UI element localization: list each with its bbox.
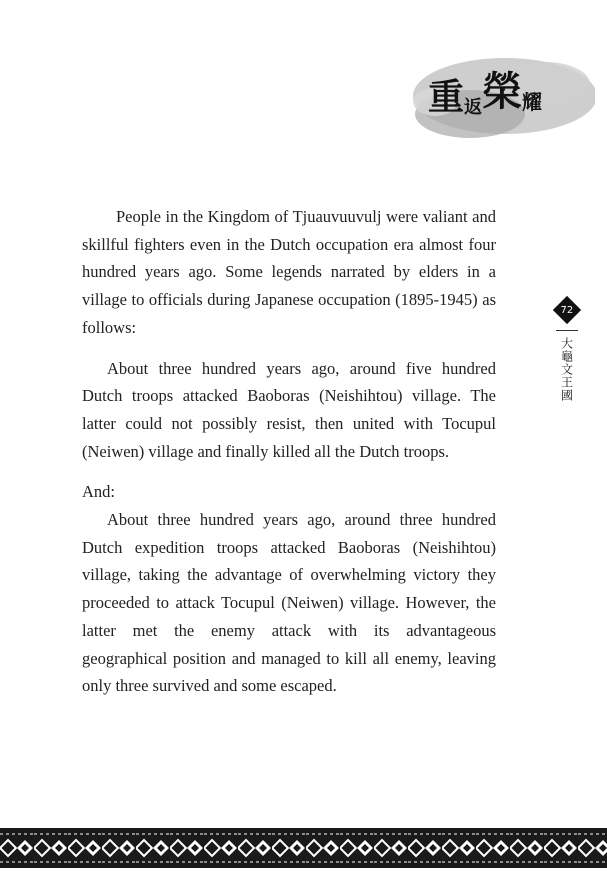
- diamond-pattern-icon: [0, 828, 607, 868]
- calligraphy-char: 重: [428, 76, 465, 118]
- paragraph-intro: People in the Kingdom of Tjuauvuuvulj were valiant and skillful fighters even in the Dutch occupation era almost four hundred years ago. Some legends narrated by elders in a village to officials during Japanese occupation (1895-1945) as follows:: [82, 207, 496, 337]
- page-number: 72: [560, 304, 574, 316]
- side-chapter-title: 大龜文王國: [559, 337, 574, 402]
- calligraphy-char: 榮: [482, 68, 523, 115]
- header-calligraphy: [428, 68, 543, 118]
- side-divider: [556, 330, 578, 331]
- body-text: [82, 203, 496, 700]
- and-label: And:: [82, 482, 115, 502]
- calligraphy-char: 返: [464, 97, 483, 118]
- paragraph-legend-one: About three hundred years ago, around five hundred Dutch troops attacked Baoboras (Neishihtou) village. The latter could not possibly resist, then united with Tocupul (Neiwen) village and finally killed all the Dutch troops.: [82, 358, 496, 461]
- page-number-badge: [553, 296, 581, 324]
- paragraph-legend-two: About three hundred years ago, around three hundred Dutch expedition troops attacked Baoboras (Neishihtou) village, taking the advantage of overwhelming victory they proceeded to attack Tocupul (Neiwen) village. However, the latter met the enemy attack with its advantageous geographical position and managed to kill all enemy, leaving only three survived and some escaped.: [82, 510, 496, 696]
- side-tab: [552, 296, 582, 402]
- footer-pattern-band: [0, 828, 607, 868]
- calligraphy-char: 耀: [522, 90, 543, 114]
